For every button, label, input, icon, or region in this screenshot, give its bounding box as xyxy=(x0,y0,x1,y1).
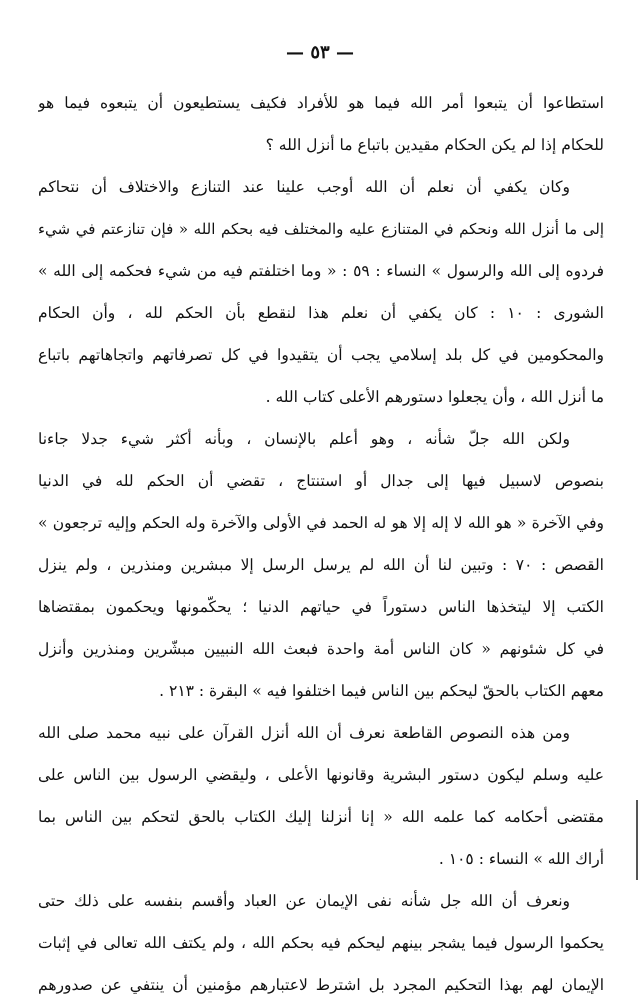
text-line: القصص : ٧٠ : وتبين لنا أن الله لم يرسل الرسل إلا مبشرين ومنذرين ، ولم ينزل xyxy=(38,556,604,574)
text-line: الشورى : ١٠ : كان يكفي أن نعلم هذا لنقطع بأن الحكم لله ، وأن الحكام xyxy=(38,304,604,322)
text-line: معهم الكتاب بالحقّ ليحكم بين الناس فيما اختلفوا فيه » البقرة : ٢١٣ . xyxy=(159,682,604,700)
paragraph-start-line: ومن هذه النصوص القاطعة نعرف أن الله أنزل القرآن على نبيه محمد صلى الله xyxy=(38,724,570,742)
text-line: الكتب إلا ليتخذها الناس دستوراً في حياتهم الدنيا ؛ يحكّمونها ويحكمون بمقتضاها xyxy=(38,598,604,616)
text-line: في كل شئونهم « كان الناس أمة واحدة فبعث الله النبيين مبشّرين ومنذرين وأنزل xyxy=(38,640,604,658)
text-line: عليه وسلم ليكون دستور البشرية وقانونها الأعلى ، وليقضي الرسول بين الناس على xyxy=(38,766,604,784)
page-number: — ٥٣ — xyxy=(286,42,354,63)
paragraph-start-line: وكان يكفي أن نعلم أن الله أوجب علينا عند التنازع والاختلاف أن نتحاكم xyxy=(38,178,570,196)
text-line: والمحكومين في كل بلد إسلامي يجب أن يتقيدوا في كل تصرفاتهم واتجاهاتهم باتباع xyxy=(38,346,604,364)
scan-edge-mark xyxy=(636,800,638,880)
text-line: فردوه إلى الله والرسول » النساء : ٥٩ : « وما اختلفتم فيه من شيء فحكمه إلى الله » xyxy=(38,262,604,280)
body-text xyxy=(38,82,604,1006)
text-line: الإيمان لهم بهذا التحكيم المجرد بل اشترط لاعتبارهم مؤمنين أن ينتفي عن صدورهم xyxy=(38,976,604,994)
text-line: بنصوص لاسبيل فيها إلى جدال أو استنتاج ، تقضي أن الحكم لله في الدنيا xyxy=(38,472,604,490)
text-line: استطاعوا أن يتبعوا أمر الله فيما هو للأفراد فكيف يستطيعون أن يتبعوه فيما هو xyxy=(38,94,604,112)
text-line: أراك الله » النساء : ١٠٥ . xyxy=(438,850,604,868)
paragraph-start-line: ونعرف أن الله جل شأنه نفى الإيمان عن العباد وأقسم بنفسه على ذلك حتى xyxy=(38,892,570,910)
paragraph-start-line: ولكن الله جلّ شأنه ، وهو أعلم بالإنسان ، وبأنه أكثر شيء جدلا جاءنا xyxy=(38,430,570,448)
text-line: وفي الآخرة « هو الله لا إله إلا هو له الحمد في الأولى والآخرة وله الحكم وإليه ترجعون » xyxy=(38,514,604,532)
text-line: إلى ما أنزل الله ونحكم في المتنازع عليه والمختلف فيه بحكم الله « فإن تنازعتم في شيء xyxy=(38,220,604,238)
text-line: مقتضى أحكامه كما علمه الله « إنا أنزلنا إليك الكتاب بالحق لتحكم بين الناس بما xyxy=(38,808,604,826)
text-line: للحكام إذا لم يكن الحكام مقيدين باتباع ما أنزل الله ؟ xyxy=(265,136,604,154)
text-line: ما أنزل الله ، وأن يجعلوا دستورهم الأعلى كتاب الله . xyxy=(265,388,604,406)
text-line: يحكموا الرسول فيما يشجر بينهم ليحكم فيه بحكم الله ، ولم يكتف الله تعالى في إثبات xyxy=(38,934,604,952)
